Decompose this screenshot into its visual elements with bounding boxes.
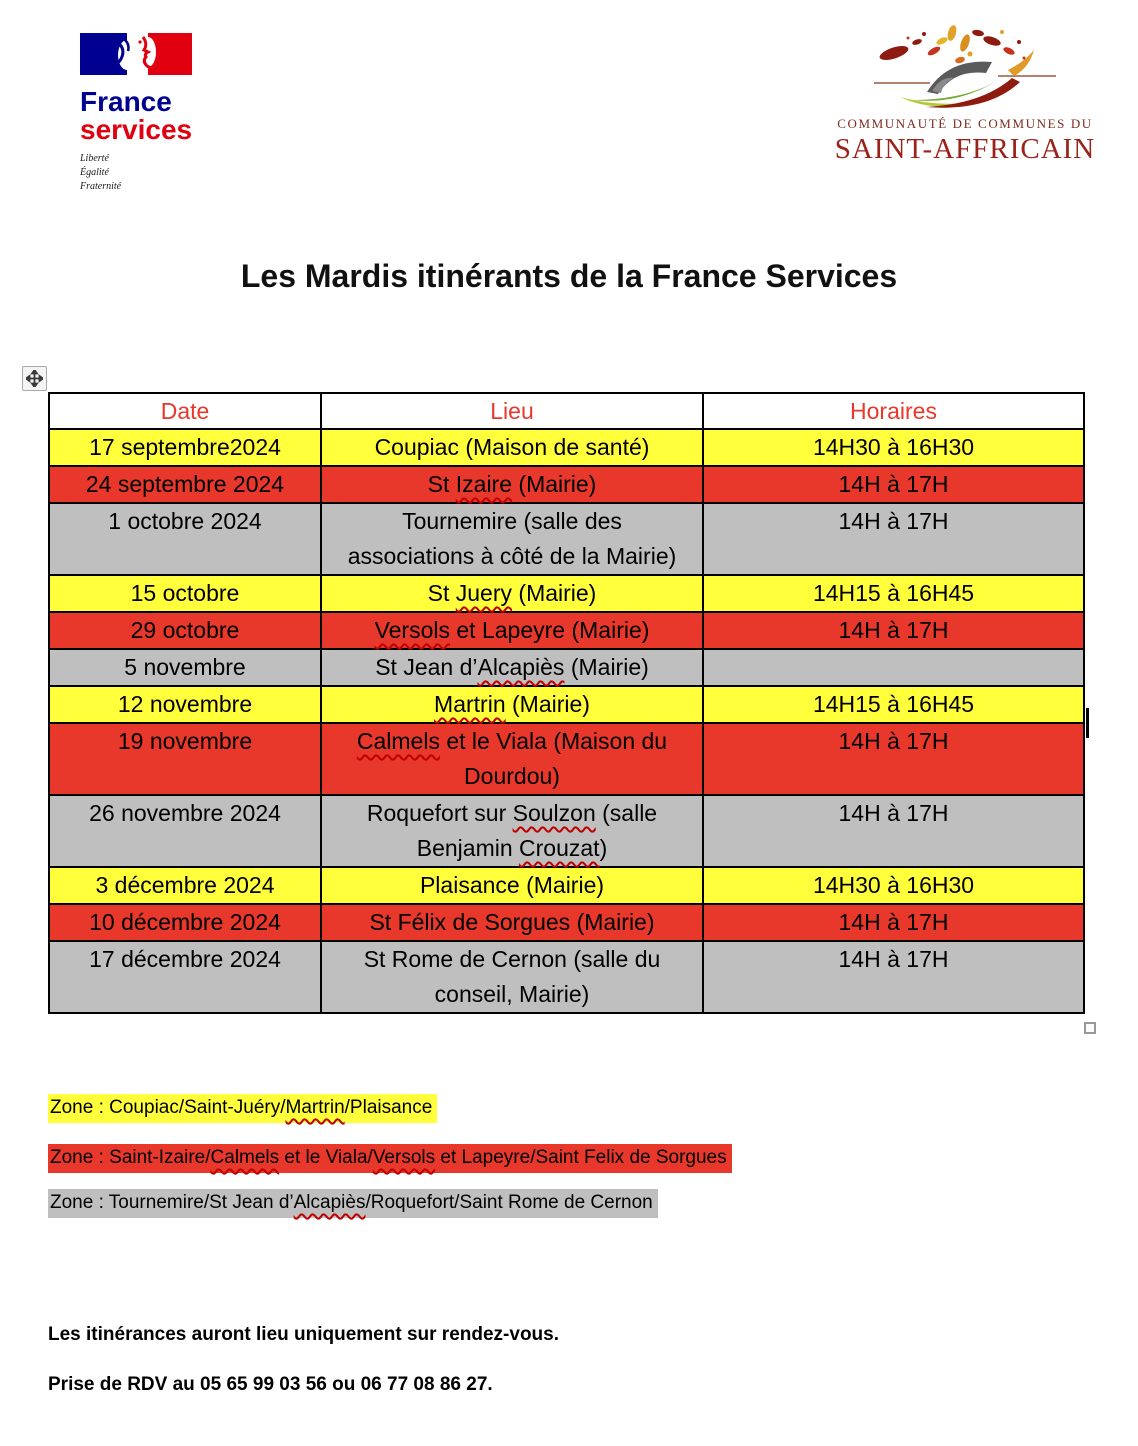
cdc-saint-affricain-logo	[820, 20, 1110, 166]
zone-line-red: Zone : Saint-Izaire/Calmels et le Viala/Versols et Lapeyre/Saint Felix de Sorgues	[48, 1144, 732, 1173]
marianne-flag-icon	[80, 33, 192, 75]
cell-lieu: Plaisance (Mairie)	[321, 867, 703, 904]
cell-date: 15 octobre	[49, 575, 321, 612]
table-row	[49, 649, 1084, 686]
cell-lieu: St Izaire (Mairie)	[321, 466, 703, 503]
cell-date: 5 novembre	[49, 649, 321, 686]
cell-horaires: 14H à 17H	[703, 723, 1084, 795]
footer-note-phone: Prise de RDV au 05 65 99 03 56 ou 06 77 08 86 27.	[48, 1374, 493, 1395]
cell-date: 26 novembre 2024	[49, 795, 321, 867]
cell-horaires: 14H à 17H	[703, 503, 1084, 575]
zone-line-gray: Zone : Tournemire/St Jean d’Alcapiès/Roquefort/Saint Rome de Cernon	[48, 1189, 658, 1218]
cell-date: 3 décembre 2024	[49, 867, 321, 904]
cell-date: 10 décembre 2024	[49, 904, 321, 941]
cell-lieu: Martrin (Mairie)	[321, 686, 703, 723]
schedule-table	[48, 392, 1085, 1014]
table-row	[49, 466, 1084, 503]
cell-date: 17 septembre2024	[49, 429, 321, 466]
table-row	[49, 867, 1084, 904]
france-services-logo	[80, 33, 280, 194]
france-services-motto: Liberté Égalité Fraternité	[80, 153, 122, 192]
cell-horaires: 14H15 à 16H45	[703, 575, 1084, 612]
table-header-row	[49, 393, 1084, 429]
cell-lieu: Coupiac (Maison de santé)	[321, 429, 703, 466]
cell-horaires: 14H30 à 16H30	[703, 429, 1084, 466]
table-row	[49, 575, 1084, 612]
table-row	[49, 429, 1084, 466]
cell-horaires: 14H à 17H	[703, 904, 1084, 941]
cell-date: 24 septembre 2024	[49, 466, 321, 503]
table-row	[49, 941, 1084, 1013]
cell-lieu: St Juery (Mairie)	[321, 575, 703, 612]
column-header-date: Date	[49, 393, 321, 429]
cell-lieu: Versols et Lapeyre (Mairie)	[321, 612, 703, 649]
column-header-lieu: Lieu	[321, 393, 703, 429]
cell-horaires: 14H à 17H	[703, 941, 1084, 1013]
cell-horaires: 14H à 17H	[703, 612, 1084, 649]
cdc-name-line2: SAINT-AFFRICAIN	[834, 133, 1096, 165]
cell-date: 29 octobre	[49, 612, 321, 649]
footer-note-rdv-only: Les itinérances auront lieu uniquement sur rendez-vous.	[48, 1324, 559, 1345]
cell-lieu: St Jean d’Alcapiès (Mairie)	[321, 649, 703, 686]
table-row	[49, 795, 1084, 867]
cell-date: 12 novembre	[49, 686, 321, 723]
cell-date: 17 décembre 2024	[49, 941, 321, 1013]
cell-lieu: St Félix de Sorgues (Mairie)	[321, 904, 703, 941]
table-row	[49, 612, 1084, 649]
cdc-bridge-splash-icon	[870, 20, 1060, 116]
cell-horaires: 14H15 à 16H45	[703, 686, 1084, 723]
table-row	[49, 686, 1084, 723]
column-header-horaires: Horaires	[703, 393, 1084, 429]
cell-date: 19 novembre	[49, 723, 321, 795]
cdc-name-line1: COMMUNAUTÉ DE COMMUNES DU	[837, 116, 1093, 131]
france-services-word-services: services	[80, 114, 193, 145]
cell-horaires: 14H à 17H	[703, 466, 1084, 503]
france-services-word-france: France	[80, 86, 172, 117]
cell-lieu: Roquefort sur Soulzon (salle Benjamin Crouzat)	[321, 795, 703, 867]
page-title: Les Mardis itinérants de la France Services	[240, 258, 898, 294]
cell-horaires: 14H30 à 16H30	[703, 867, 1084, 904]
cell-date: 1 octobre 2024	[49, 503, 321, 575]
table-move-handle-icon[interactable]	[22, 366, 47, 391]
zone-line-yellow: Zone : Coupiac/Saint-Juéry/Martrin/Plaisance	[48, 1094, 437, 1123]
cell-lieu: St Rome de Cernon (salle du conseil, Mairie)	[321, 941, 703, 1013]
table-row	[49, 503, 1084, 575]
cell-horaires	[703, 649, 1084, 686]
table-row	[49, 723, 1084, 795]
cell-lieu: Calmels et le Viala (Maison du Dourdou)	[321, 723, 703, 795]
text-cursor-icon	[1086, 708, 1089, 738]
cell-horaires: 14H à 17H	[703, 795, 1084, 867]
table-row	[49, 904, 1084, 941]
table-resize-handle-icon[interactable]	[1084, 1022, 1096, 1034]
cell-lieu: Tournemire (salle des associations à côté de la Mairie)	[321, 503, 703, 575]
